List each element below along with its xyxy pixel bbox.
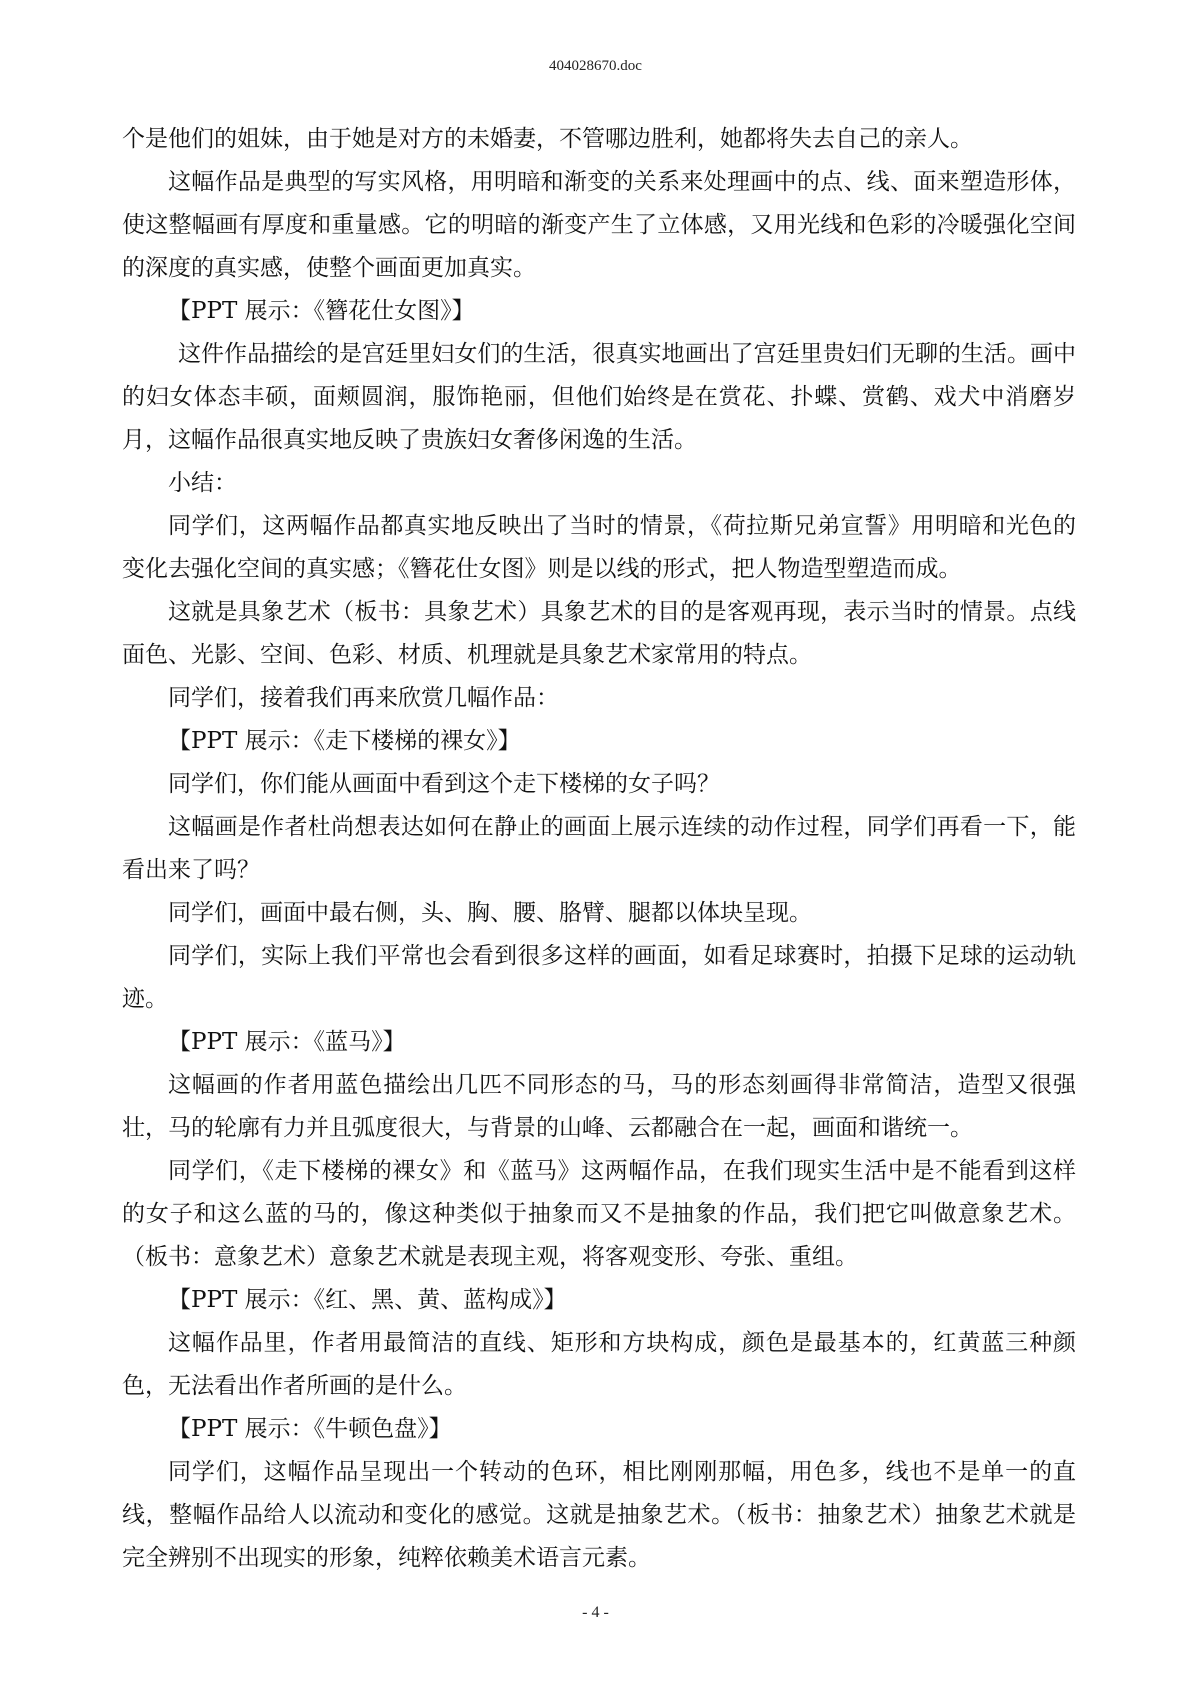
paragraph-summary: 同学们，这两幅作品都真实地反映出了当时的情景，《荷拉斯兄弟宣誓》用明暗和光色的变化去强化空间的真实感；《簪花仕女图》则是以线的形式，把人物造型塑造而成。 — [122, 513, 1076, 582]
summary-label: 小结： — [168, 470, 237, 496]
document-filename-header: 404028670.doc — [549, 58, 642, 74]
ppt-heading-composition: 【PPT 展示：《红、黑、黄、蓝构成》】 — [168, 1287, 567, 1313]
paragraph-body-blocks: 同学们，画面中最右侧，头、胸、腰、胳臂、腿都以体块呈现。 — [168, 900, 812, 926]
paragraph-question: 同学们，你们能从画面中看到这个走下楼梯的女子吗？ — [168, 771, 720, 797]
paragraph-duchamp: 这幅画是作者杜尚想表达如何在静止的画面上展示连续的动作过程，同学们再看一下，能看出来了吗？ — [122, 814, 1076, 883]
paragraph-blue-horse: 这幅画的作者用蓝色描绘出几匹不同形态的马，马的形态刻画得非常简洁，造型又很强壮，马的轮廓有力并且弧度很大，与背景的山峰、云都融合在一起，画面和谐统一。 — [122, 1072, 1076, 1141]
paragraph-continuation: 个是他们的姐妹，由于她是对方的未婚妻，不管哪边胜利，她都将失去自己的亲人。 — [122, 126, 973, 152]
paragraph-imagery-art: 同学们，《走下楼梯的裸女》和《蓝马》这两幅作品，在我们现实生活中是不能看到这样的女子和这么蓝的马的，像这种类似于抽象而又不是抽象的作品，我们把它叫做意象艺术。（板书：意象艺术）意象艺术就是表现主观，将客观变形、夸张、重组。 — [122, 1158, 1076, 1270]
ppt-heading-zanhua: 【PPT 展示：《簪花仕女图》】 — [168, 298, 475, 324]
ppt-heading-blue-horse: 【PPT 展示：《蓝马》】 — [168, 1029, 406, 1055]
document-body — [122, 118, 1076, 1580]
paragraph-composition: 这幅作品里，作者用最简洁的直线、矩形和方块构成，颜色是最基本的，红黄蓝三种颜色，无法看出作者所画的是什么。 — [122, 1330, 1076, 1399]
paragraph-abstract-art: 同学们，这幅作品呈现出一个转动的色环，相比刚刚那幅，用色多，线也不是单一的直线，整幅作品给人以流动和变化的感觉。这就是抽象艺术。（板书：抽象艺术）抽象艺术就是完全辨别不出现实的形象，纯粹依赖美术语言元素。 — [122, 1459, 1076, 1571]
paragraph-football: 同学们，实际上我们平常也会看到很多这样的画面，如看足球赛时，拍摄下足球的运动轨迹。 — [122, 943, 1076, 1012]
paragraph-figurative-art: 这就是具象艺术（板书：具象艺术）具象艺术的目的是客观再现，表示当时的情景。点线面色、光影、空间、色彩、材质、机理就是具象艺术家常用的特点。 — [122, 599, 1076, 668]
paragraph-zanhua-description: 这件作品描绘的是宫廷里妇女们的生活，很真实地画出了宫廷里贵妇们无聊的生活。画中的妇女体态丰硕，面颊圆润，服饰艳丽，但他们始终是在赏花、扑蝶、赏鹤、戏犬中消磨岁月，这幅作品很真实地反映了贵族妇女奢侈闲逸的生活。 — [122, 341, 1076, 453]
ppt-heading-nude-descending: 【PPT 展示：《走下楼梯的裸女》】 — [168, 728, 521, 754]
page-number: - 4 - — [582, 1604, 609, 1621]
ppt-heading-newton-disk: 【PPT 展示：《牛顿色盘》】 — [168, 1416, 452, 1442]
paragraph-next-works: 同学们，接着我们再来欣赏几幅作品： — [168, 685, 559, 711]
paragraph-realism-style: 这幅作品是典型的写实风格，用明暗和渐变的关系来处理画中的点、线、面来塑造形体，使这整幅画有厚度和重量感。它的明暗的渐变产生了立体感，又用光线和色彩的冷暖强化空间的深度的真实感，使整个画面更加真实。 — [122, 169, 1076, 281]
